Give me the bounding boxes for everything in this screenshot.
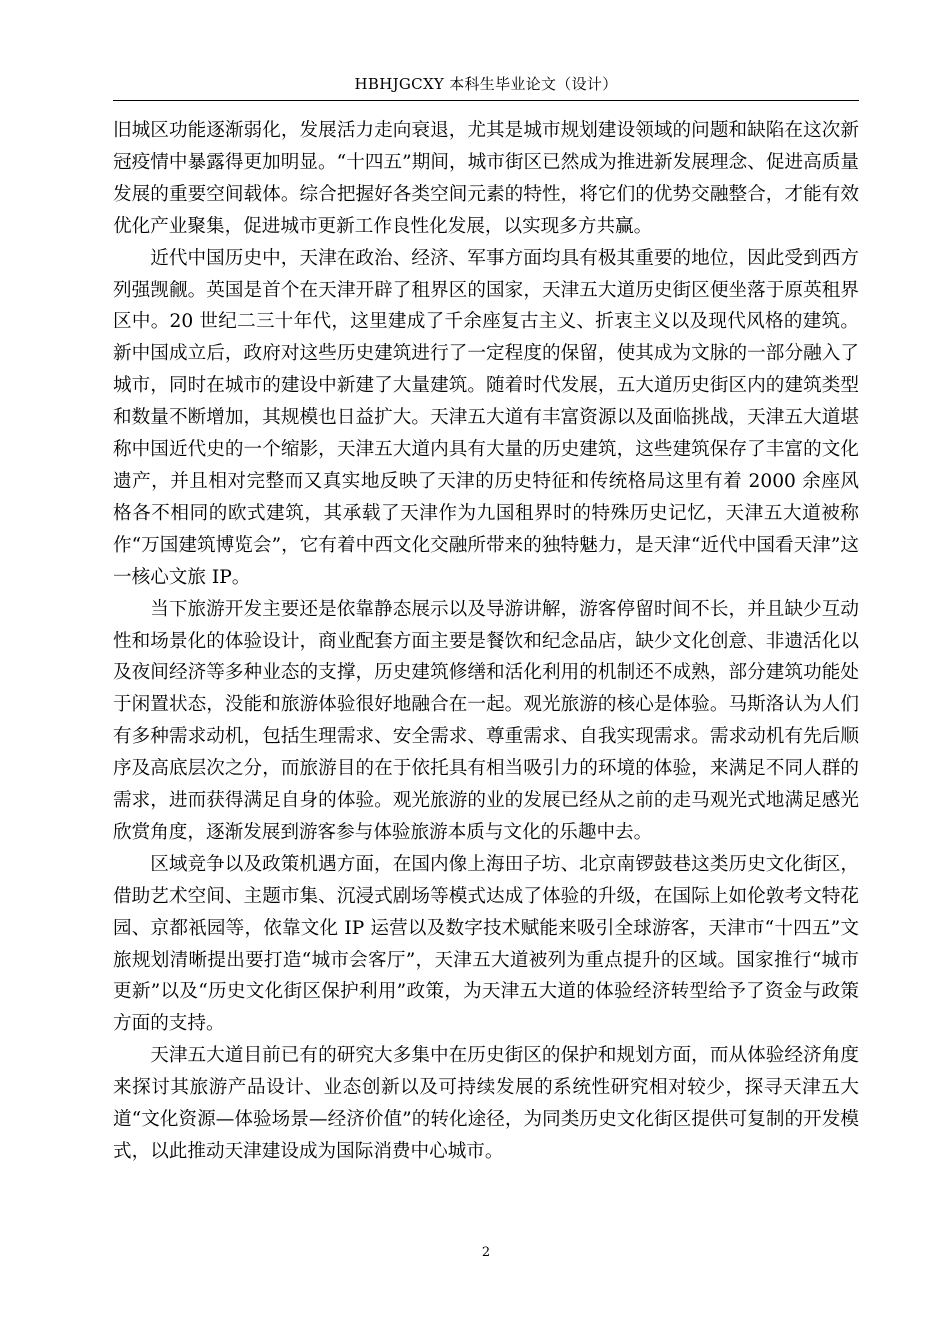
page-number-text: 2 bbox=[481, 1245, 491, 1260]
page-header bbox=[113, 74, 859, 94]
document-body bbox=[113, 115, 859, 1168]
paragraph-tourism-status: 当下旅游开发主要还是依靠静态展示以及导游讲解，游客停留时间不长，并且缺少互动性和场景化的体验设计，商业配套方面主要是餐饮和纪念品店，缺少文化创意、非遗活化以及夜间经济等多种业态的支撑，历史建筑修缮和活化利用的机制还不成熟，部分建筑功能处于闲置状态，没能和旅游体验很好地融合在一起。观光旅游的核心是体验。马斯洛认为人们有多种需求动机，包括生理需求、安全需求、尊重需求、自我实现需求。需求动机有先后顺序及高底层次之分，而旅游目的在于依托具有相当吸引力的环境的体验，来满足不同人群的需求，进而获得满足自身的体验。观光旅游的业的发展已经从之前的走马观光式地满足感光欣赏角度，逐渐发展到游客参与体验旅游本质与文化的乐趣中去。 bbox=[113, 598, 859, 843]
header-divider bbox=[113, 100, 859, 101]
paragraph-tianjin-history: 近代中国历史中，天津在政治、经济、军事方面均具有极其重要的地位，因此受到西方列强觊觎。英国是首个在天津开辟了租界区的国家，天津五大道历史街区便坐落于原英租界区中。20 世纪二三十年代，这里建成了千余座复古主义、折衷主义以及现代风格的建筑。新中国成立后，政府对这些历史建筑进行了一定程度的保留，使其成为文脉的一部分融入了城市，同时在城市的建设中新建了大量建筑。随着时代发展，五大道历史街区内的建筑类型和数量不断增加，其规模也日益扩大。天津五大道有丰富资源以及面临挑战，天津五大道堪称中国近代史的一个缩影，天津五大道内具有大量的历史建筑，这些建筑保存了丰富的文化遗产，并且相对完整而又真实地反映了天津的历史特征和传统格局这里有着 2000 余座风格各不相同的欧式建筑，其承载了天津作为九国租界时的特殊历史记忆，天津五大道被称作“万国建筑博览会”，它有着中西文化交融所带来的独特魅力，是天津“近代中国看天津”这一核心文旅 IP。 bbox=[113, 247, 859, 588]
paragraph-research-gap: 天津五大道目前已有的研究大多集中在历史街区的保护和规划方面，而从体验经济角度来探讨其旅游产品设计、业态创新以及可持续发展的系统性研究相对较少，探寻天津五大道“文化资源—体验场景—经济价值”的转化途径，为同类历史文化街区提供可复制的开发模式，以此推动天津建设成为国际消费中心城市。 bbox=[113, 1045, 859, 1162]
paragraph-continuation: 旧城区功能逐渐弱化，发展活力走向衰退，尤其是城市规划建设领域的问题和缺陷在这次新冠疫情中暴露得更加明显。“十四五”期间，城市街区已然成为推进新发展理念、促进高质量发展的重要空间载体。综合把握好各类空间元素的特性，将它们的优势交融整合，才能有效优化产业聚集，促进城市更新工作良性化发展，以实现多方共赢。 bbox=[113, 120, 859, 237]
page-number bbox=[113, 1245, 859, 1261]
paragraph-regional-competition: 区域竞争以及政策机遇方面，在国内像上海田子坊、北京南锣鼓巷这类历史文化街区，借助艺术空间、主题市集、沉浸式剧场等模式达成了体验的升级，在国际上如伦敦考文特花园、京都祇园等，依靠文化 IP 运营以及数字技术赋能来吸引全球游客，天津市“十四五”文旅规划清晰提出要打造“城市会客厅”，天津五大道被列为重点提升的区域。国家推行“城市更新”以及“历史文化街区保护利用”政策，为天津五大道的体验经济转型给予了资金与政策方面的支持。 bbox=[113, 853, 859, 1035]
header-title: HBHJGCXY 本科生毕业论文（设计） bbox=[354, 75, 618, 93]
